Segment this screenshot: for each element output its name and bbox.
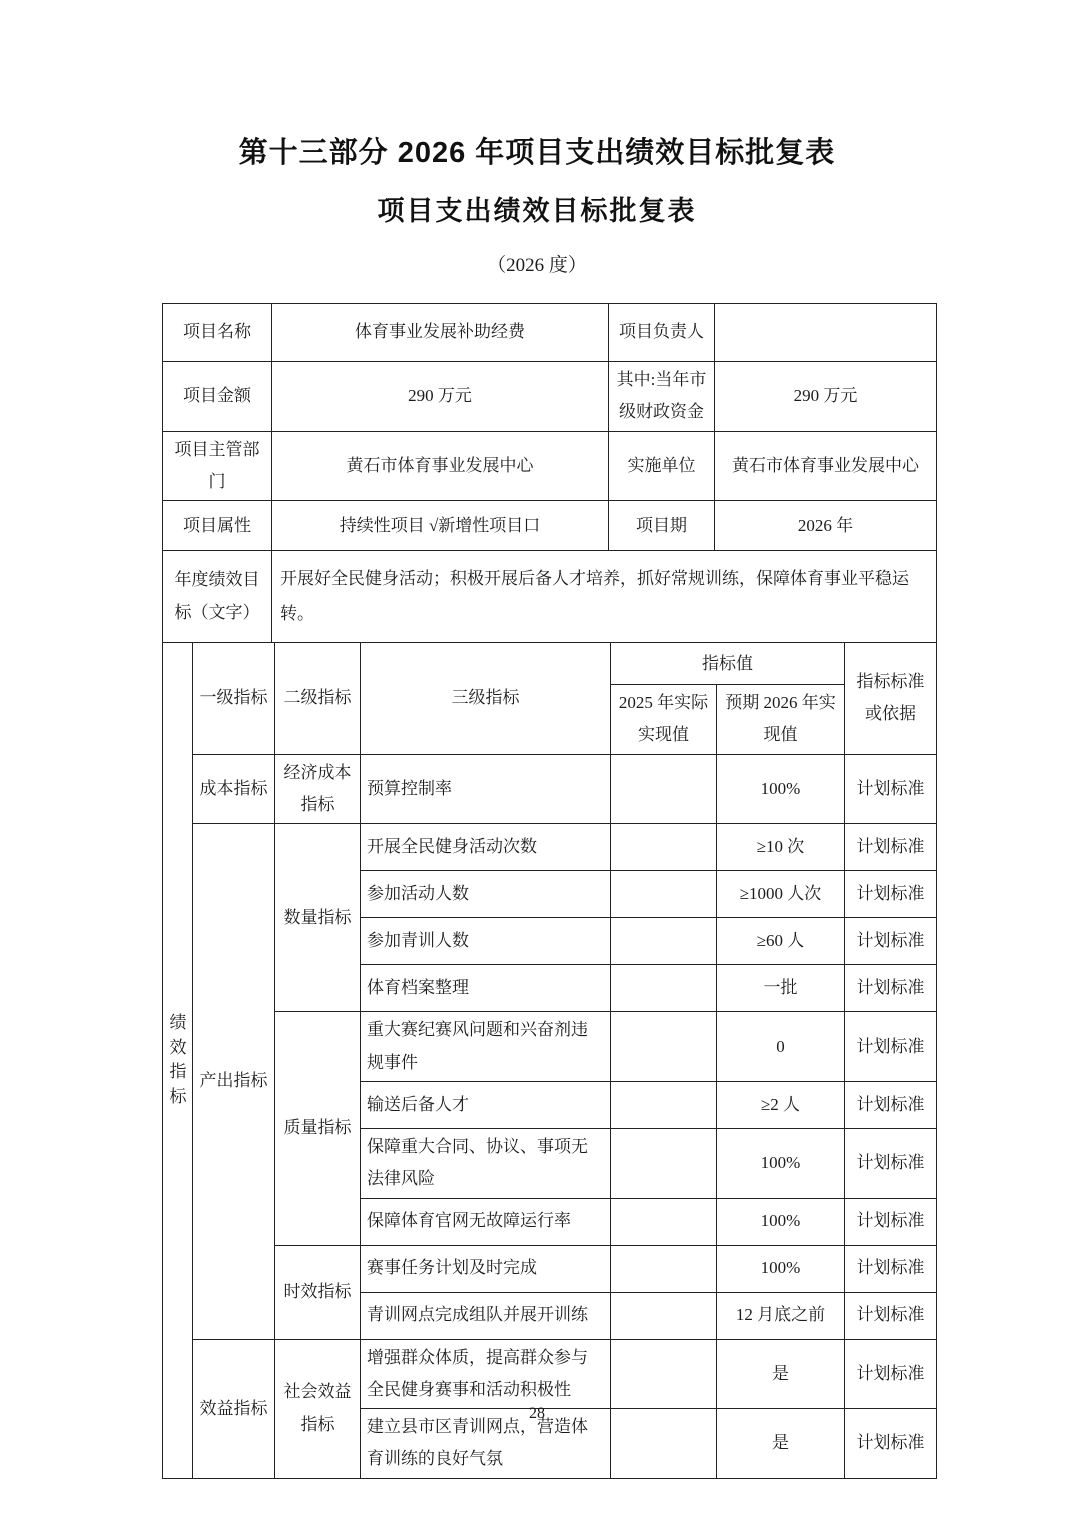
indicator-row [163, 824, 937, 871]
level3-cell: 开展全民健身活动次数 [361, 824, 611, 871]
implement-unit-label: 实施单位 [609, 431, 715, 501]
standard-cell: 计划标准 [845, 871, 937, 918]
info-row-department [163, 431, 937, 501]
fiscal-fund-label: 其中:当年市级财政资金 [609, 362, 715, 432]
indicator-row [163, 1245, 937, 1292]
value-2025-cell [611, 824, 717, 871]
indicator-header-row-1 [163, 643, 937, 685]
level2-cell: 数量指标 [275, 824, 361, 1012]
value-2026-cell: 12 月底之前 [717, 1292, 845, 1339]
level3-cell: 保障体育官网无故障运行率 [361, 1198, 611, 1245]
level3-cell: 输送后备人才 [361, 1081, 611, 1128]
value-2025-cell [611, 1245, 717, 1292]
level1-cell: 成本指标 [193, 754, 275, 824]
standard-cell: 计划标准 [845, 1292, 937, 1339]
level3-cell: 参加活动人数 [361, 871, 611, 918]
project-name-value: 体育事业发展补助经费 [272, 304, 609, 362]
level3-cell: 参加青训人数 [361, 918, 611, 965]
value-2025-cell [611, 871, 717, 918]
level3-cell: 建立县市区青训网点，营造体育训练的良好气氛 [361, 1409, 611, 1479]
level2-cell: 经济成本指标 [275, 754, 361, 824]
annual-goal-label: 年度绩效目标（文字） [163, 551, 272, 643]
indicator-row [163, 1339, 937, 1409]
value-2026-cell: ≥60 人 [717, 918, 845, 965]
level3-cell: 体育档案整理 [361, 965, 611, 1012]
standard-cell: 计划标准 [845, 1245, 937, 1292]
standard-cell: 计划标准 [845, 1409, 937, 1479]
indicator-row [163, 1012, 937, 1082]
level3-cell: 增强群众体质，提高群众参与全民健身赛事和活动积极性 [361, 1339, 611, 1409]
value-2025-cell [611, 1292, 717, 1339]
department-value: 黄石市体育事业发展中心 [272, 431, 609, 501]
value-2026-cell: 100% [717, 1128, 845, 1198]
project-amount-value: 290 万元 [272, 362, 609, 432]
indicator-row [163, 754, 937, 824]
annual-goal-text: 开展好全民健身活动；积极开展后备人才培养，抓好常规训练，保障体育事业平稳运转。 [272, 551, 937, 643]
standard-cell: 计划标准 [845, 1339, 937, 1409]
value-2025-cell [611, 1198, 717, 1245]
project-period-label: 项目期 [609, 501, 715, 551]
info-row-annual-goal [163, 551, 937, 643]
performance-indicator-side-cell [163, 643, 193, 1479]
level2-cell: 质量指标 [275, 1012, 361, 1245]
value-2026-cell: 是 [717, 1339, 845, 1409]
level1-cell: 效益指标 [193, 1339, 275, 1478]
value-2025-cell [611, 918, 717, 965]
value-2025-cell [611, 754, 717, 824]
level3-cell: 预算控制率 [361, 754, 611, 824]
project-amount-label: 项目金额 [163, 362, 272, 432]
value-2026-cell: 100% [717, 1245, 845, 1292]
standard-cell: 计划标准 [845, 1081, 937, 1128]
standard-cell: 计划标准 [845, 918, 937, 965]
header-2026-expected: 预期 2026 年实现值 [717, 685, 845, 755]
value-2025-cell [611, 1339, 717, 1409]
value-2025-cell [611, 965, 717, 1012]
fiscal-fund-value: 290 万元 [715, 362, 937, 432]
level2-cell: 社会效益指标 [275, 1339, 361, 1478]
value-2026-cell: 0 [717, 1012, 845, 1082]
value-2026-cell: ≥1000 人次 [717, 871, 845, 918]
value-2026-cell: 100% [717, 1198, 845, 1245]
value-2026-cell: 是 [717, 1409, 845, 1479]
value-2026-cell: 一批 [717, 965, 845, 1012]
level2-cell: 时效指标 [275, 1245, 361, 1339]
value-2026-cell: ≥2 人 [717, 1081, 845, 1128]
standard-cell: 计划标准 [845, 824, 937, 871]
value-2025-cell [611, 1128, 717, 1198]
department-label: 项目主管部门 [163, 431, 272, 501]
project-period-value: 2026 年 [715, 501, 937, 551]
tables-container [162, 303, 936, 1479]
project-leader-label: 项目负责人 [609, 304, 715, 362]
level3-cell: 赛事任务计划及时完成 [361, 1245, 611, 1292]
standard-cell: 计划标准 [845, 1128, 937, 1198]
header-standard: 指标标准或依据 [845, 643, 937, 755]
level1-cell: 产出指标 [193, 824, 275, 1339]
header-value-group: 指标值 [611, 643, 845, 685]
standard-cell: 计划标准 [845, 1198, 937, 1245]
table-title: 项目支出绩效目标批复表 [377, 196, 697, 226]
value-2026-cell: 100% [717, 754, 845, 824]
level3-cell: 重大赛纪赛风问题和兴奋剂违规事件 [361, 1012, 611, 1082]
info-row-attribute [163, 501, 937, 551]
standard-cell: 计划标准 [845, 965, 937, 1012]
header-level1: 一级指标 [193, 643, 275, 755]
table-year-label: （2026 度） [487, 255, 587, 276]
header-2025-actual: 2025 年实际实现值 [611, 685, 717, 755]
document-title: 第十三部分 2026 年项目支出绩效目标批复表 [238, 137, 836, 169]
project-leader-value [715, 304, 937, 362]
value-2026-cell: ≥10 次 [717, 824, 845, 871]
project-info-table [162, 303, 937, 643]
standard-cell: 计划标准 [845, 754, 937, 824]
value-2025-cell [611, 1081, 717, 1128]
implement-unit-value: 黄石市体育事业发展中心 [715, 431, 937, 501]
value-2025-cell [611, 1012, 717, 1082]
standard-cell: 计划标准 [845, 1012, 937, 1082]
info-row-project-amount [163, 362, 937, 432]
header-level2: 二级指标 [275, 643, 361, 755]
level3-cell: 保障重大合同、协议、事项无法律风险 [361, 1128, 611, 1198]
level3-cell: 青训网点完成组队并展开训练 [361, 1292, 611, 1339]
attribute-value: 持续性项目 √新增性项目口 [272, 501, 609, 551]
header-level3: 三级指标 [361, 643, 611, 755]
performance-indicator-side-label: 绩效指标 [169, 1013, 187, 1107]
info-row-project-name [163, 304, 937, 362]
attribute-label: 项目属性 [163, 501, 272, 551]
indicator-table [162, 642, 937, 1479]
project-name-label: 项目名称 [163, 304, 272, 362]
page-number: 28 [529, 1405, 545, 1422]
